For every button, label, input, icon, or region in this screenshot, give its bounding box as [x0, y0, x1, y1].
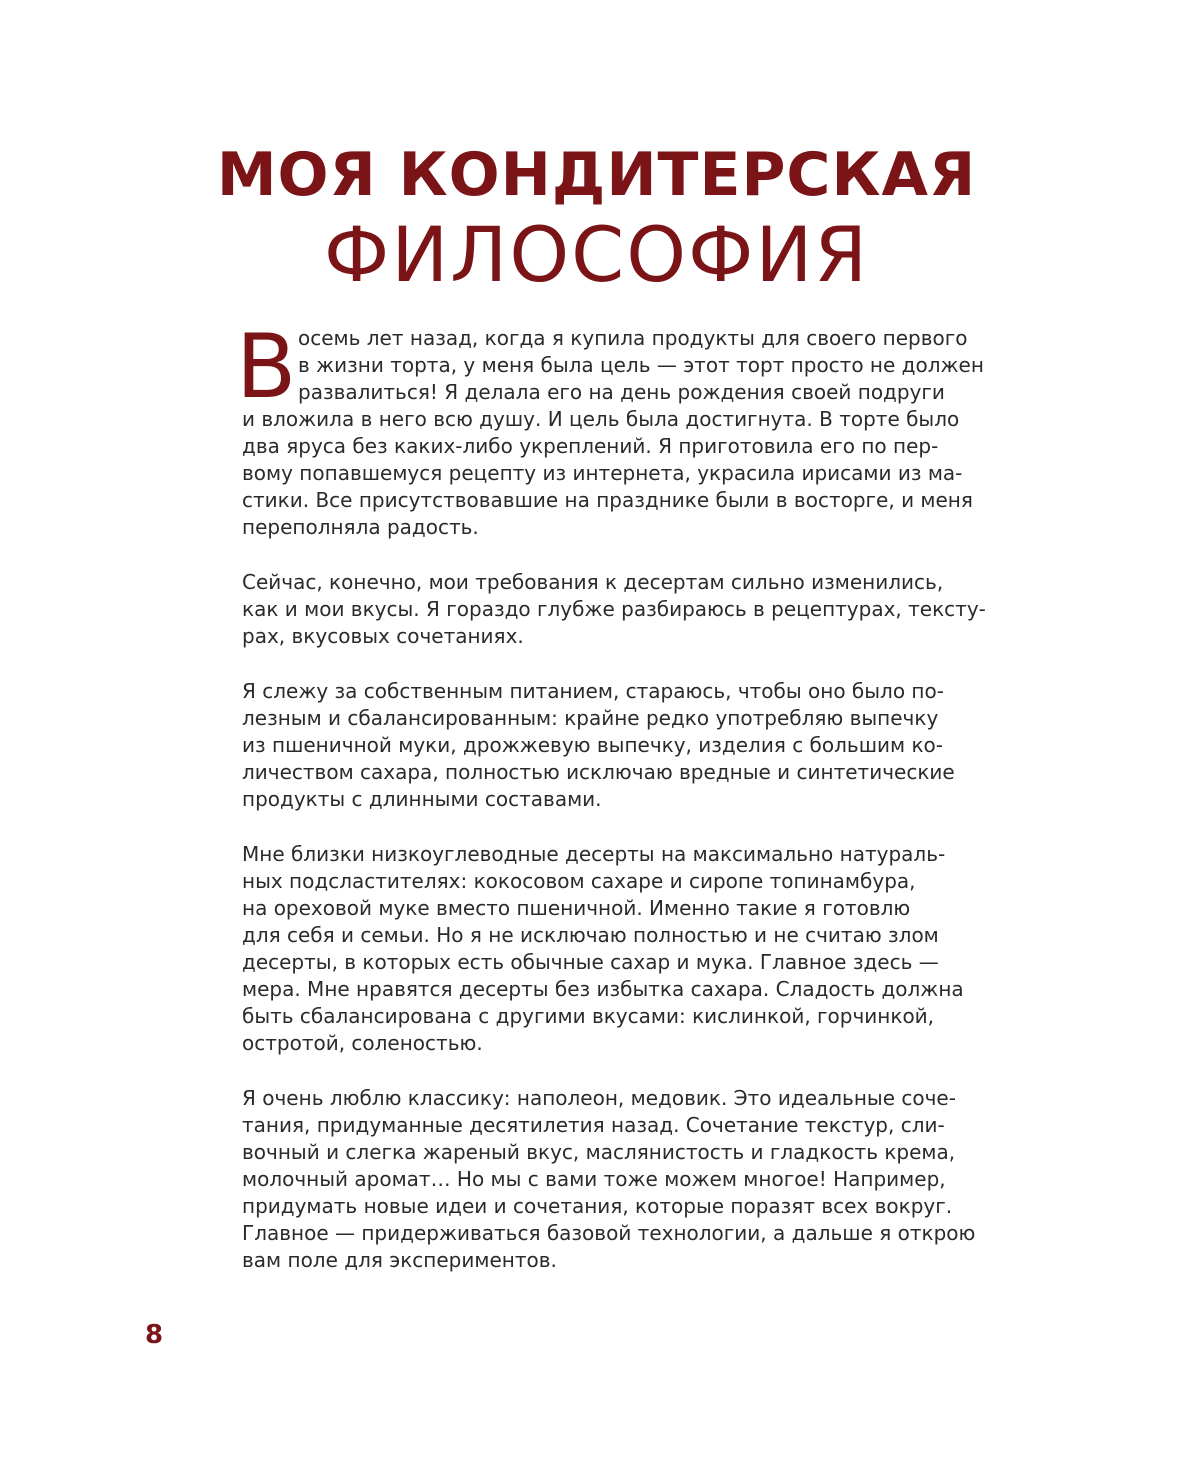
text-line: Главное — придерживаться базовой технологии, а дальше я открою [242, 1221, 976, 1245]
body-text [236, 315, 986, 1302]
text-line: Мне близки низкоуглеводные десерты на максимально натураль- [242, 842, 946, 866]
text-line: быть сбалансирована с другими вкусами: кислинкой, горчинкой, [242, 1004, 935, 1028]
text-line: десерты, в которых есть обычные сахар и мука. Главное здесь — [242, 950, 939, 974]
text-line: молочный аромат… Но мы с вами тоже можем многое! Например, [242, 1167, 946, 1191]
paragraph-4 [242, 841, 982, 1057]
text-line: вам поле для экспериментов. [242, 1248, 557, 1272]
text-line: придумать новые идеи и сочетания, которые поразят всех вокруг. [242, 1194, 953, 1218]
text-line: тания, придуманные десятилетия назад. Сочетание текстур, сли- [242, 1113, 945, 1137]
text-line: личеством сахара, полностью исключаю вредные и синтетические [242, 760, 955, 784]
text-line: переполняла радость. [242, 515, 479, 539]
text-line: и вложила в него всю душу. И цель была достигнута. В торте было [242, 407, 960, 431]
text-line: Я очень люблю классику: наполеон, медовик. Это идеальные соче- [242, 1086, 956, 1110]
text-line: на ореховой муке вместо пшеничной. Именно такие я готовлю [242, 896, 911, 920]
title-line-2: ФИЛОСОФИЯ [323, 210, 870, 299]
text-line: вому попавшемуся рецепту из интернета, украсила ирисами из ма- [242, 461, 963, 485]
text-line: ных подсластителях: кокосовом сахаре и сиропе топинамбура, [242, 869, 916, 893]
text-line: вочный и слегка жареный вкус, маслянистость и гладкость крема, [242, 1140, 956, 1164]
text-line: развалиться! Я делала его на день рождения своей подруги [298, 380, 945, 404]
text-line: в жизни торта, у меня была цель — этот торт просто не должен [298, 353, 984, 377]
paragraph-2 [242, 569, 986, 650]
text-line: Сейчас, конечно, мои требования к десертам сильно изменились, [242, 570, 944, 594]
paragraph-3 [242, 678, 982, 813]
text-line: как и мои вкусы. Я гораздо глубже разбираюсь в рецептурах, тексту- [242, 597, 986, 621]
drop-cap: В [236, 315, 297, 418]
text-line: мера. Мне нравятся десерты без избытка сахара. Сладость должна [242, 977, 964, 1001]
text-line: осемь лет назад, когда я купила продукты для своего первого [298, 326, 968, 350]
text-line: Я слежу за собственным питанием, стараюсь, чтобы оно было по- [242, 679, 944, 703]
text-line: из пшеничной муки, дрожжевую выпечку, изделия с большим ко- [242, 733, 943, 757]
text-line: для себя и семьи. Но я не исключаю полностью и не считаю злом [242, 923, 939, 947]
text-line: лезным и сбалансированным: крайне редко употребляю выпечку [242, 706, 939, 730]
text-line: остротой, соленостью. [242, 1031, 483, 1055]
text-line: два яруса без каких-либо укреплений. Я приготовила его по пер- [242, 434, 939, 458]
page-number: 8 [145, 1320, 164, 1350]
title-line-1: МОЯ КОНДИТЕРСКАЯ [216, 140, 977, 210]
paragraph-1 [236, 315, 984, 541]
text-line: рах, вкусовых сочетаниях. [242, 624, 524, 648]
text-line: стики. Все присутствовавшие на празднике были в восторге, и меня [242, 488, 973, 512]
text-line: продукты с длинными составами. [242, 787, 602, 811]
paragraph-5 [242, 1085, 982, 1274]
